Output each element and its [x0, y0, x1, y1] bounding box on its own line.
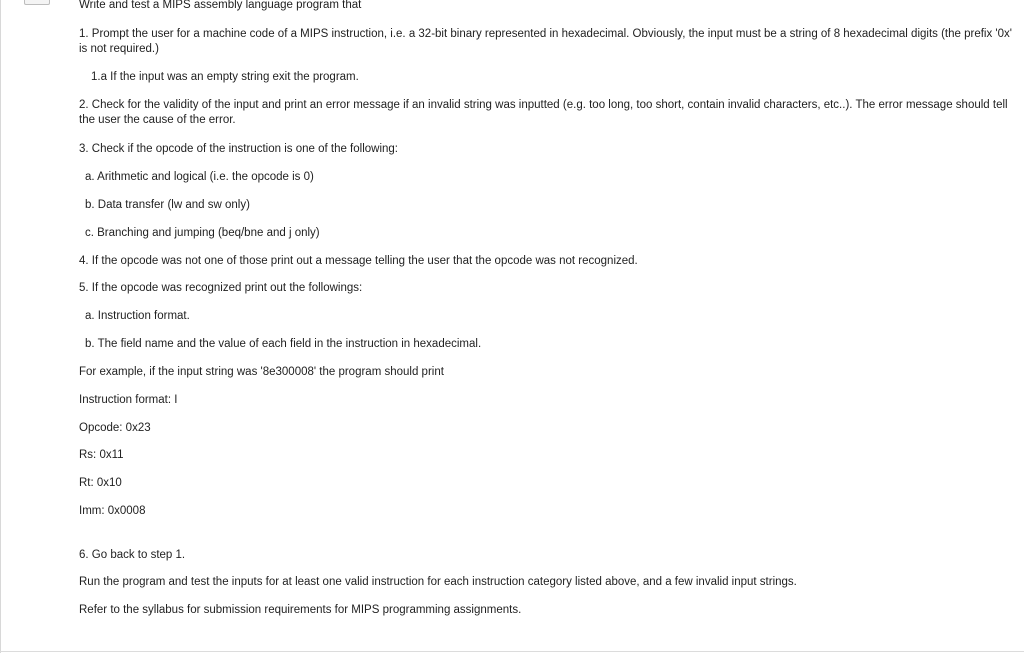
example-imm: Imm: 0x0008	[79, 505, 146, 517]
example-intro: For example, if the input string was '8e300008' the program should print	[79, 366, 444, 378]
run-instructions: Run the program and test the inputs for at least one valid instruction for each instruction category listed above, and a few invalid input strings.	[79, 576, 797, 588]
example-rs: Rs: 0x11	[79, 449, 124, 461]
intro-text: Write and test a MIPS assembly language program that	[79, 0, 362, 11]
step-5b: b. The field name and the value of each field in the instruction in hexadecimal.	[85, 338, 482, 350]
step-1: 1. Prompt the user for a machine code of a MIPS instruction, i.e. a 32-bit binary represented in hexadecimal. Obviously, the input must be a string of 8 hexadecimal digits (the prefix '0x' is not required.)	[79, 28, 1012, 55]
left-border	[0, 0, 1, 653]
submission-note: Refer to the syllabus for submission requirements for MIPS programming assignments.	[79, 604, 522, 616]
step-3b: b. Data transfer (lw and sw only)	[85, 199, 250, 211]
example-opcode: Opcode: 0x23	[79, 422, 151, 434]
step-5: 5. If the opcode was recognized print out the followings:	[79, 282, 363, 294]
example-rt: Rt: 0x10	[79, 477, 122, 489]
example-format: Instruction format: I	[79, 394, 178, 406]
top-tab	[24, 0, 50, 5]
step-6: 6. Go back to step 1.	[79, 549, 186, 561]
step-1a: 1.a If the input was an empty string exit the program.	[91, 71, 359, 83]
step-3: 3. Check if the opcode of the instruction is one of the following:	[79, 143, 398, 155]
step-2: 2. Check for the validity of the input and print an error message if an invalid string was inputted (e.g. too long, too short, contain invalid characters, etc..). The error message should tell the user the cause of the error.	[79, 99, 1008, 126]
step-3a: a. Arithmetic and logical (i.e. the opcode is 0)	[85, 171, 314, 183]
step-5a: a. Instruction format.	[85, 310, 190, 322]
step-3c: c. Branching and jumping (beq/bne and j only)	[85, 227, 320, 239]
bottom-border	[0, 651, 1024, 652]
step-4: 4. If the opcode was not one of those print out a message telling the user that the opcode was not recognized.	[79, 255, 638, 267]
